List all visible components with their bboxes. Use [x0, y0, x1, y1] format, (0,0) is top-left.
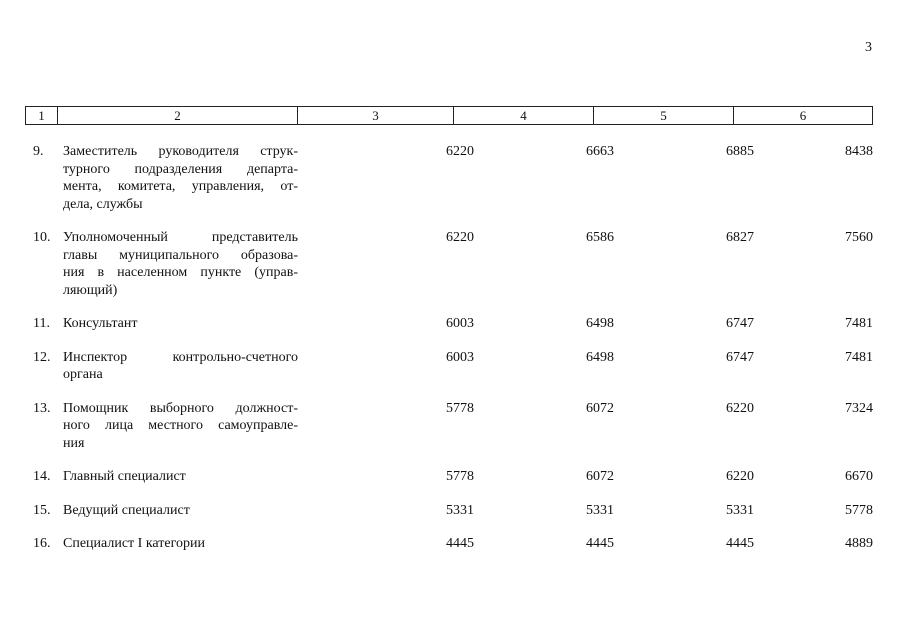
column-header-1: 1: [26, 107, 58, 125]
salary-value-col-3: 5778: [446, 469, 474, 484]
position-list: [25, 143, 875, 553]
salary-value-col-6: 5778: [845, 502, 873, 518]
salary-value-col-6: 7560: [845, 230, 873, 245]
salary-value-col-5: 6220: [726, 400, 754, 416]
row-number: 9.: [33, 144, 44, 159]
position-title-line: мента, комитета, управления, от-: [63, 179, 298, 194]
position-title: [63, 502, 298, 520]
position-title-line: Помощник выборного должност-: [63, 400, 298, 416]
position-title-line: Главный специалист: [63, 469, 186, 484]
table-row: [25, 315, 875, 333]
salary-value-col-5: 6220: [726, 469, 754, 484]
position-title-line: ния: [63, 435, 85, 451]
salary-value-col-3: 6220: [446, 230, 474, 245]
position-title: [63, 349, 298, 384]
position-title-line: турного подразделения департа-: [63, 161, 298, 177]
position-title-line: ния в населенном пункте (управ-: [63, 265, 298, 280]
position-title-line: Специалист I категории: [63, 536, 205, 551]
salary-value-col-4: 6663: [586, 144, 614, 159]
position-title-line: главы муниципального образова-: [63, 247, 298, 263]
column-header-6: 6: [734, 107, 873, 125]
column-header-2: 2: [58, 107, 298, 125]
salary-value-col-5: 5331: [726, 502, 754, 518]
row-number: 11.: [33, 316, 50, 331]
position-title: [63, 468, 298, 486]
salary-value-col-4: 4445: [586, 536, 614, 551]
position-title-line: Уполномоченный представитель: [63, 230, 298, 245]
position-title: [63, 535, 298, 553]
salary-value-col-3: 5778: [446, 400, 474, 416]
position-title-line: Инспектор контрольно-счетного: [63, 349, 298, 365]
table-row: [25, 229, 875, 299]
table-row: [25, 468, 875, 486]
salary-value-col-5: 6827: [726, 230, 754, 245]
salary-value-col-3: 6003: [446, 349, 474, 365]
table-row: [25, 400, 875, 453]
page-number: 3: [865, 40, 872, 55]
salary-value-col-5: 6747: [726, 349, 754, 365]
row-number: 13.: [33, 400, 51, 416]
table-row: [25, 502, 875, 520]
row-number: 10.: [33, 230, 51, 245]
salary-value-col-4: 6498: [586, 349, 614, 365]
salary-value-col-6: 4889: [845, 536, 873, 551]
salary-value-col-4: 5331: [586, 502, 614, 518]
salary-value-col-3: 6220: [446, 144, 474, 159]
salary-value-col-5: 4445: [726, 536, 754, 551]
column-header-5: 5: [594, 107, 734, 125]
salary-value-col-6: 7481: [845, 349, 873, 365]
position-title-line: Консультант: [63, 316, 138, 331]
position-title-line: Ведущий специалист: [63, 502, 190, 518]
salary-value-col-6: 8438: [845, 144, 873, 159]
salary-value-col-4: 6072: [586, 469, 614, 484]
salary-value-col-3: 6003: [446, 316, 474, 331]
salary-value-col-5: 6747: [726, 316, 754, 331]
column-header-4: 4: [454, 107, 594, 125]
table-row: [25, 535, 875, 553]
salary-value-col-4: 6498: [586, 316, 614, 331]
salary-value-col-6: 7324: [845, 400, 873, 416]
position-title-line: органа: [63, 367, 103, 382]
salary-value-col-6: 6670: [845, 469, 873, 484]
row-number: 16.: [33, 536, 51, 551]
table-row: [25, 349, 875, 384]
column-header-table: [25, 106, 873, 125]
table-row: [25, 143, 875, 213]
salary-value-col-6: 7481: [845, 316, 873, 331]
row-number: 15.: [33, 502, 51, 518]
salary-value-col-3: 5331: [446, 502, 474, 518]
position-title-line: ляющий): [63, 282, 118, 298]
position-title-line: дела, службы: [63, 196, 143, 212]
salary-value-col-5: 6885: [726, 144, 754, 159]
position-title: [63, 315, 298, 333]
salary-value-col-4: 6072: [586, 400, 614, 416]
salary-value-col-4: 6586: [586, 230, 614, 245]
position-title-line: Заместитель руководителя струк-: [63, 144, 298, 159]
column-header-3: 3: [298, 107, 454, 125]
position-title: [63, 229, 298, 299]
salary-value-col-3: 4445: [446, 536, 474, 551]
position-title: [63, 143, 298, 213]
position-title-line: ного лица местного самоуправле-: [63, 418, 298, 433]
row-number: 14.: [33, 469, 51, 484]
position-title: [63, 400, 298, 453]
row-number: 12.: [33, 349, 51, 365]
column-header-row: [26, 107, 873, 125]
